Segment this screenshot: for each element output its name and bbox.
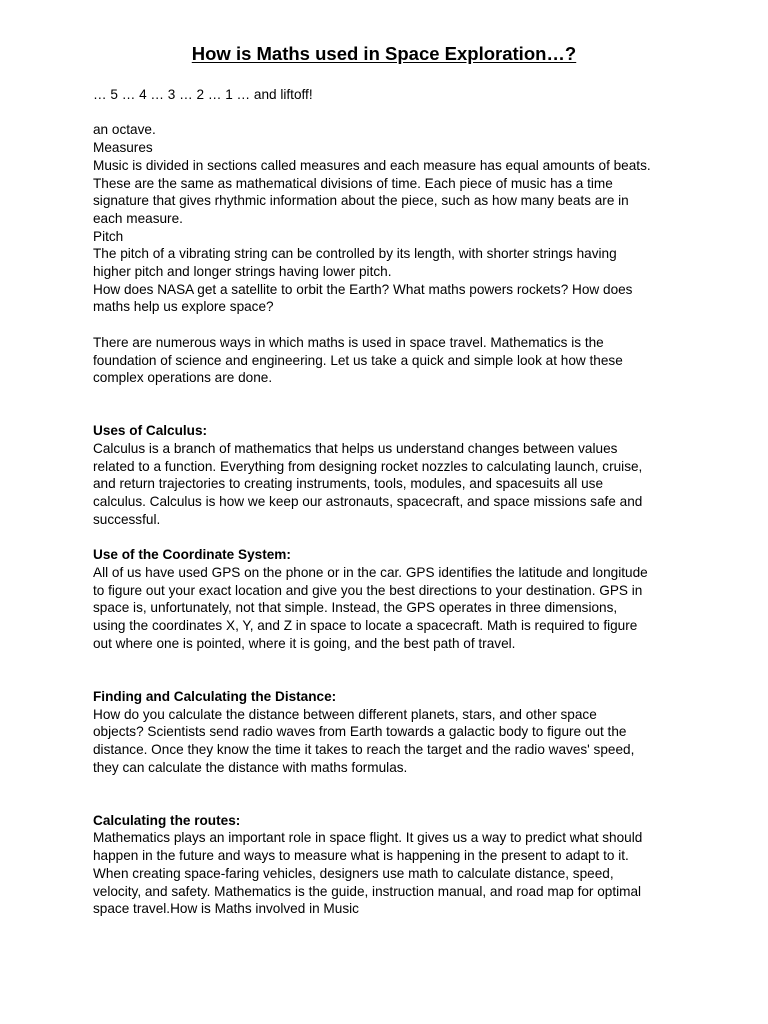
section-routes	[93, 812, 693, 918]
spacer	[93, 652, 693, 687]
text-line: and return trajectories to creating instruments, tools, modules, and spacesuits all use	[93, 476, 604, 492]
page-title: How is Maths used in Space Exploration…?	[191, 43, 577, 64]
text-line: How does NASA get a satellite to orbit the Earth? What maths powers rockets? How does	[93, 281, 633, 297]
text-line: Mathematics plays an important role in space flight. It gives us a way to predict what should	[93, 830, 643, 846]
text-line: The pitch of a vibrating string can be controlled by its length, with shorter strings having	[93, 246, 617, 262]
text-line: using the coordinates X, Y, and Z in space to locate a spacecraft. Math is required to figure	[93, 618, 638, 634]
text-line: Pitch	[93, 228, 124, 244]
spacer	[93, 104, 693, 122]
text-line: space is, unfortunately, not that simple. Instead, the GPS operates in three dimensions,	[93, 600, 618, 616]
text-line: All of us have used GPS on the phone or in the car. GPS identifies the latitude and longitude	[93, 564, 648, 580]
section-calculus	[93, 422, 693, 528]
text-line: out where one is pointed, where it is going, and the best path of travel.	[93, 635, 516, 651]
section-coordinate-system	[93, 546, 693, 652]
text-line: When creating space-faring vehicles, designers use math to calculate distance, speed,	[93, 865, 614, 881]
text-line: space travel.How is Maths involved in Music	[93, 901, 359, 917]
spacer	[93, 529, 693, 547]
text-line: calculus. Calculus is how we keep our astronauts, spacecraft, and space missions safe and	[93, 494, 643, 510]
document-body	[93, 86, 693, 918]
section-distance	[93, 688, 693, 777]
text-line: signature that gives rhythmic information about the piece, such as how many beats are in	[93, 193, 629, 209]
text-line: related to a function. Everything from designing rocket nozzles to calculating launch, cruise,	[93, 458, 643, 474]
spacer	[93, 316, 693, 334]
text-line: successful.	[93, 511, 161, 527]
countdown-line: … 5 … 4 … 3 … 2 … 1 … and liftoff!	[93, 87, 313, 102]
text-line: maths help us explore space?	[93, 299, 274, 315]
text-line: velocity, and safety. Mathematics is the guide, instruction manual, and road map for optimal	[93, 883, 642, 899]
section-heading: Finding and Calculating the Distance:	[93, 688, 337, 704]
text-line: There are numerous ways in which maths is used in space travel. Mathematics is the	[93, 334, 604, 350]
text-line: they can calculate the distance with maths formulas.	[93, 759, 408, 775]
text-line: Measures	[93, 140, 153, 156]
text-line: foundation of science and engineering. Let us take a quick and simple look at how these	[93, 352, 623, 368]
text-line: higher pitch and longer strings having lower pitch.	[93, 264, 392, 280]
spacer	[93, 776, 693, 811]
text-line: to figure out your exact location and give you the best directions to your destination. GPS in	[93, 582, 643, 598]
text-line: complex operations are done.	[93, 370, 273, 386]
section-heading: Uses of Calculus:	[93, 423, 208, 439]
music-fragment-paragraph	[93, 121, 693, 316]
text-line: happen in the future and ways to measure what is happening in the present to adapt to it.	[93, 848, 629, 864]
intro-paragraph	[93, 334, 693, 387]
text-line: How do you calculate the distance between different planets, stars, and other space	[93, 706, 597, 722]
text-line: Calculus is a branch of mathematics that helps us understand changes between values	[93, 441, 618, 457]
text-line: each measure.	[93, 210, 183, 226]
spacer	[93, 387, 693, 422]
section-heading: Calculating the routes:	[93, 812, 241, 828]
text-line: objects? Scientists send radio waves from Earth towards a galactic body to figure out the	[93, 724, 627, 740]
text-line: an octave.	[93, 122, 156, 138]
text-line: distance. Once they know the time it takes to reach the target and the radio waves' speed,	[93, 741, 635, 757]
text-line: Music is divided in sections called measures and each measure has equal amounts of beats.	[93, 157, 651, 173]
section-heading: Use of the Coordinate System:	[93, 547, 291, 563]
text-line: These are the same as mathematical divisions of time. Each piece of music has a time	[93, 175, 613, 191]
